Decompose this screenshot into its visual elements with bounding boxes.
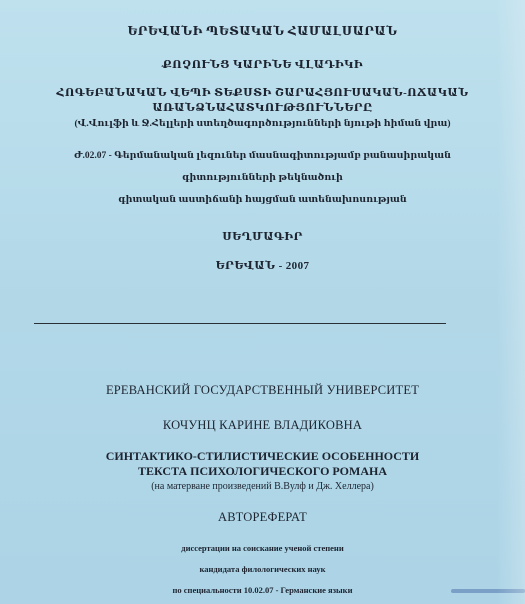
russian-dissertation-line3: по специальности 10.02.07 - Германские языки — [172, 585, 353, 595]
armenian-title-line2: ԱՌԱՆՁՆԱՀԱՏԿՈՒԹՅՈՒՆՆԵՐԸ — [152, 102, 373, 114]
russian-title-line1: СИНТАКТИКО-СТИЛИСТИЧЕСКИЕ ОСОБЕННОСТИ — [105, 449, 420, 463]
russian-dissertation-line2: кандидата филологических наук — [199, 564, 326, 574]
armenian-city-year: ԵՐԵՎԱՆ - 2007 — [215, 260, 310, 272]
armenian-specialty-line3: գիտական աստիճանի հայցման ատենախոսության — [118, 195, 407, 205]
armenian-title-line1: ՀՈԳԵԲԱՆԱԿԱՆ ՎԵՊԻ ՏԵՔՍՏԻ ՇԱՐԱՀՅՈՒՍԱԿԱՆ-ՈՃԱԿԱՆ — [56, 87, 469, 99]
russian-university: ЕРЕВАНСКИЙ ГОСУДАРСТВЕННЫЙ УНИВЕРСИТЕТ — [105, 383, 420, 397]
armenian-abstract-label: ՍԵՂՄԱԳԻՐ — [222, 231, 303, 243]
armenian-university: ԵՐԵՎԱՆԻ ՊԵՏԱԿԱՆ ՀԱՄԱԼՍԱՐԱՆ — [127, 24, 398, 38]
armenian-author: ՔՈՉՈՒՆՑ ԿԱՐԻՆԵ ՎԼԱԴԻԿԻ — [161, 59, 364, 71]
armenian-title-note: (Վ.Վուլֆի և Ջ.Հելլերի ստեղծագործությունների նյութի հիման վրա) — [74, 119, 451, 129]
russian-title-line2: ТЕКСТА ПСИХОЛОГИЧЕСКОГО РОМАНА — [138, 464, 387, 478]
russian-dissertation-line1: диссертации на соискание ученой степени — [181, 543, 344, 553]
armenian-specialty-line2: գիտությունների թեկնածուի — [182, 173, 343, 183]
russian-title-note: (на матерване произведений В.Вулф и Дж. Хеллера) — [151, 481, 374, 492]
russian-abstract-label: АВТОРЕФЕРАТ — [218, 510, 307, 524]
section-divider — [34, 323, 446, 324]
armenian-specialty-line1: Ժ.02.07 - Գերմանական լեզուներ մասնագիտությամբ բանասիրական — [74, 151, 451, 161]
russian-author: КОЧУНЦ КАРИНЕ ВЛАДИКОВНА — [162, 418, 363, 432]
edge-show-through — [497, 0, 525, 604]
